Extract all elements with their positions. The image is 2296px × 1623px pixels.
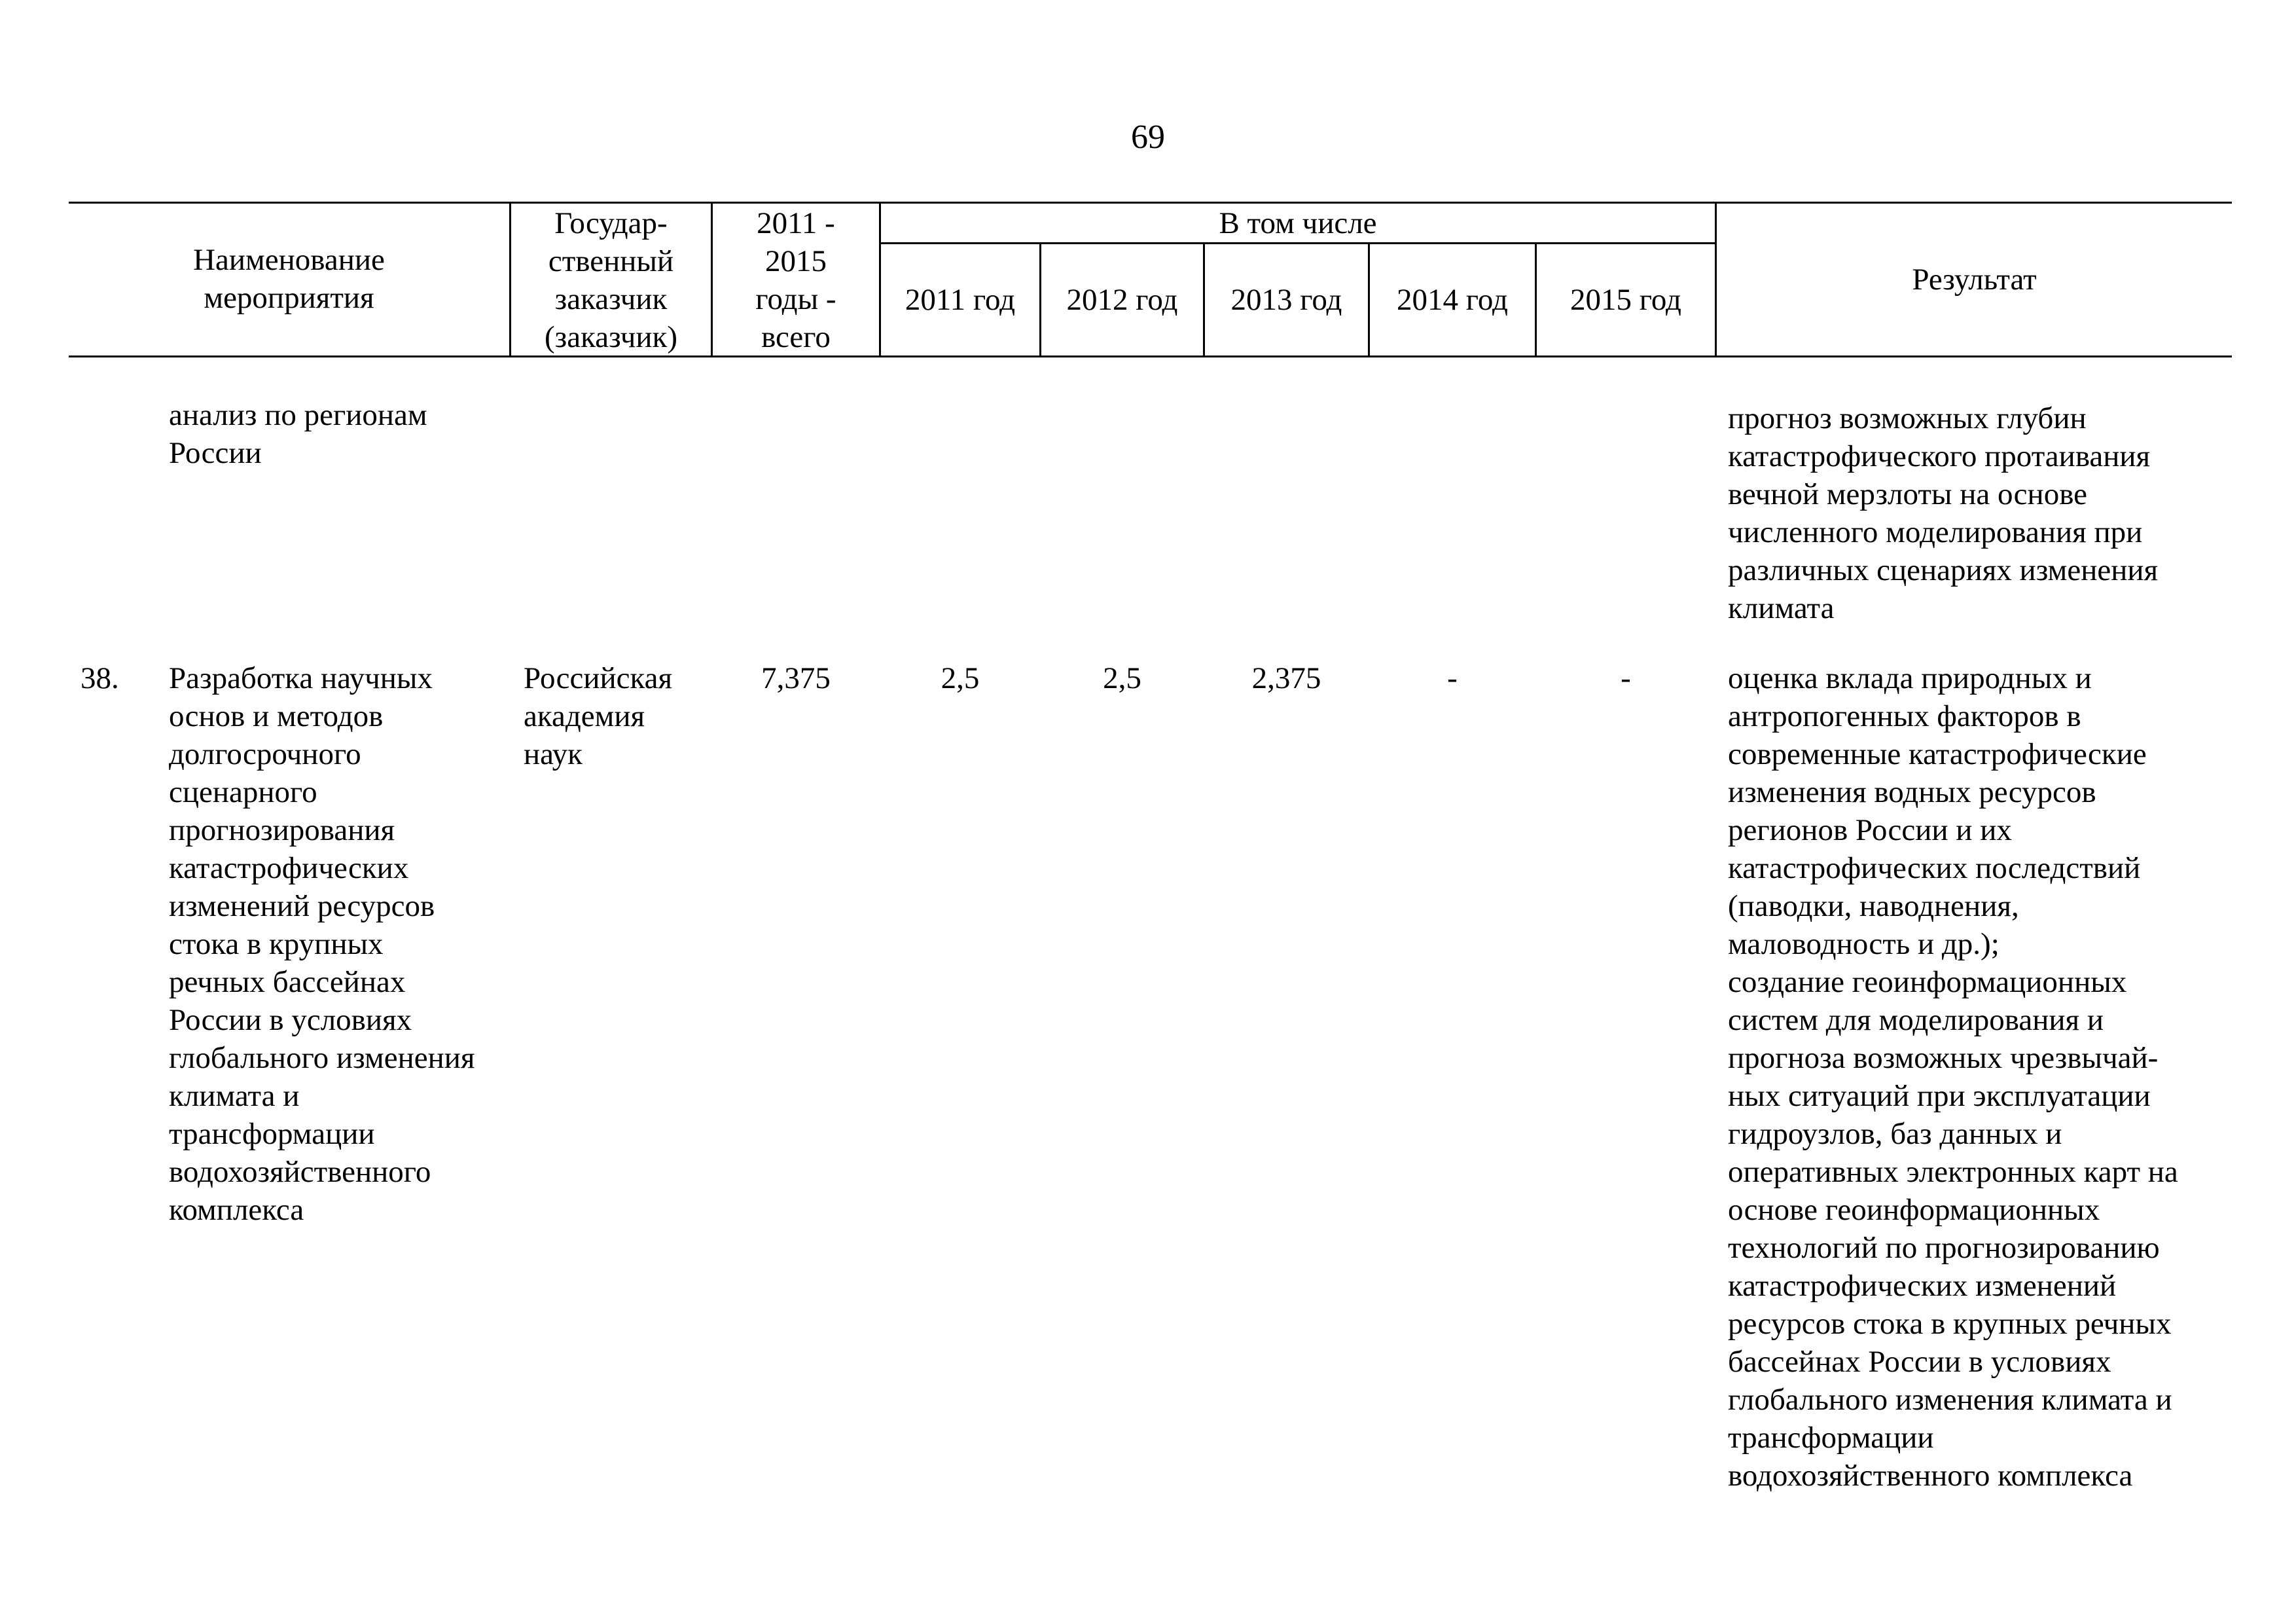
row-total: 7,375: [761, 661, 831, 695]
header-2012: 2012 год: [1066, 283, 1178, 317]
header-2014: 2014 год: [1397, 283, 1508, 317]
header-2013: 2013 год: [1230, 283, 1342, 317]
header-2015: 2015 год: [1570, 283, 1681, 317]
header-name: Наименование мероприятия: [193, 243, 385, 315]
continuation-name: анализ по регионам России: [169, 398, 427, 470]
page-number: 69: [1131, 119, 1165, 156]
header-bottom-rule: [69, 356, 2232, 357]
header-2011: 2011 год: [905, 283, 1016, 317]
header-group-rule: [879, 242, 1715, 244]
row-2012: 2,5: [1103, 661, 1141, 695]
row-name: Разработка научных основ и методов долгосрочного сценарного прогнозирования катастрофических изменений ресурсов стока в крупных речных бассейнах России в условиях глобального изменения климата и трансформации водохозяйственного комплекса: [169, 661, 475, 1227]
row-2013: 2,375: [1251, 661, 1321, 695]
header-group: В том числе: [1219, 206, 1377, 240]
row-result: оценка вклада природных и антропогенных факторов в современные катастрофические изменения водных ресурсов регионов России и их катастрофических последствий (паводки, наводнения, маловодность и др.); создание геоинформационных систем для моделирования и прогноза возможных чрезвычай- ных ситуаций при эксплуатации гидроузлов, баз данных и оперативных электронных карт на основе геоинформационных технологий по прогнозированию катастрофических изменений ресурсов стока в крупных речных бассейнах России в условиях глобального изменения климата и трансформации водохозяйственного комплекса: [1728, 661, 2178, 1493]
row-2015: -: [1621, 661, 1631, 695]
row-customer: Российская академия наук: [524, 661, 673, 771]
row-2011: 2,5: [941, 661, 980, 695]
row-number: 38.: [81, 661, 119, 695]
header-result: Результат: [1912, 263, 2037, 297]
continuation-result: прогноз возможных глубин катастрофического протаивания вечной мерзлоты на основе численного моделирования при различных сценариях изменения климата: [1728, 401, 2159, 625]
header-total: 2011 - 2015 годы - всего: [755, 206, 836, 354]
header-customer: Государ- ственный заказчик (заказчик): [545, 206, 677, 354]
row-2014: -: [1447, 661, 1458, 695]
header-top-rule: [69, 202, 2232, 204]
